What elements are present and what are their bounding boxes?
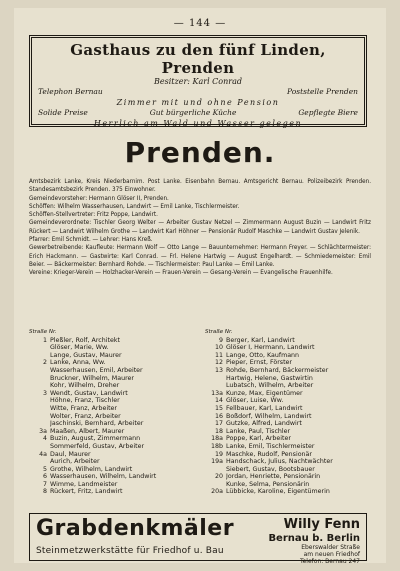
house-number bbox=[29, 367, 50, 375]
resident-name: Rohde, Bernhard, Bäckermeister bbox=[226, 366, 329, 374]
ad-bottom-address bbox=[300, 544, 360, 565]
house-number: 4a bbox=[39, 450, 47, 458]
info-council: Gemeindeverordnete: Tischler Georg Welter — Arbeiter Gustav Netzel — Zimmermann August Buzin — Landwirt Fritz Rückert — Landwirt Wilhelm Grothe — Landwirt Karl Höhner — Pensionär Rudolf Maschke — Landwirt Gustav Jelenik. bbox=[29, 219, 371, 235]
info-district: Amtsbezirk Lanke, Kreis Niederbarnim. Post Lanke. Eisenbahn Bernau. Amtsgericht Bernau. Polizeibezirk Prenden. Standesamtsbezirk Prenden. 375 Einwohner. bbox=[29, 178, 371, 194]
house-number: 19a bbox=[211, 458, 223, 466]
house-number: 3a bbox=[39, 427, 47, 435]
resident-entry bbox=[205, 359, 371, 367]
resident-name: Lubatsch, Wilhelm, Arbeiter bbox=[226, 382, 314, 390]
directory-page bbox=[14, 8, 386, 563]
resident-name: Maaßen, Albert, Maurer bbox=[50, 427, 125, 435]
ad-bottom-title: Grabdenkmäler bbox=[36, 516, 235, 541]
ad-beer: Gepflegte Biere bbox=[298, 108, 358, 117]
house-number: 14 bbox=[214, 397, 223, 405]
resident-name: Lanke, Emil, Tischlermeister bbox=[226, 442, 315, 450]
house-number: 18b bbox=[210, 442, 223, 450]
house-number: 3 bbox=[42, 389, 47, 397]
resident-entry bbox=[205, 405, 371, 413]
resident-entry bbox=[205, 382, 371, 390]
resident-entry bbox=[205, 337, 371, 345]
resident-entry bbox=[29, 481, 195, 489]
resident-name: Jordan, Henriette, Pensionärin bbox=[226, 473, 321, 481]
resident-name: Lanke, Paul, Tischler bbox=[226, 427, 291, 435]
column-header: Straße Nr. bbox=[205, 329, 233, 335]
resident-entry bbox=[29, 451, 195, 459]
house-number: 7 bbox=[42, 480, 47, 488]
ad-post: Poststelle Prenden bbox=[286, 87, 358, 96]
resident-entry bbox=[205, 367, 371, 375]
resident-entry bbox=[205, 352, 371, 360]
resident-name: Wasserhausen, Wilhelm, Landwirt bbox=[50, 473, 157, 481]
house-number: 11 bbox=[214, 351, 223, 359]
resident-name: Wasserhausen, Emil, Arbeiter bbox=[50, 366, 143, 374]
house-number bbox=[29, 344, 50, 352]
resident-name: Glöser, Marie, Ww. bbox=[50, 344, 109, 352]
ad-contact-row bbox=[38, 87, 358, 97]
house-number bbox=[29, 458, 50, 466]
gasthaus-advertisement bbox=[29, 35, 367, 127]
house-number: 13 bbox=[214, 366, 223, 374]
info-aldermen: Schöffen: Wilhelm Wasserhausen, Landwirt — Emil Lanke, Tischlermeister. bbox=[29, 202, 240, 210]
house-number bbox=[29, 443, 50, 451]
house-number: 18a bbox=[211, 435, 223, 443]
house-number: 1 bbox=[42, 336, 47, 344]
house-number: 13a bbox=[211, 389, 223, 397]
resident-entry bbox=[29, 473, 195, 481]
resident-entry bbox=[29, 382, 195, 390]
info-mayor: Gemeindevorsteher: Hermann Glöser II, Prenden. bbox=[29, 194, 169, 202]
resident-entry bbox=[205, 397, 371, 405]
house-number: 6 bbox=[42, 473, 47, 481]
resident-name: Kohr, Wilhelm, Dreher bbox=[50, 382, 120, 390]
ad-location: Herrlich am Wald und Wasser gelegen bbox=[93, 119, 303, 128]
info-deputy: Schöffen-Stellvertreter: Fritz Poppe, Landwirt. bbox=[29, 211, 158, 219]
house-number bbox=[29, 413, 50, 421]
house-number: 20 bbox=[214, 473, 223, 481]
house-number: 4 bbox=[42, 435, 47, 443]
house-number: 2 bbox=[42, 359, 47, 367]
resident-entry bbox=[205, 473, 371, 481]
ad-kitchen: Gut bürgerliche Küche bbox=[149, 108, 237, 117]
resident-entry bbox=[29, 337, 195, 345]
resident-entry bbox=[205, 488, 371, 496]
house-number: 5 bbox=[42, 465, 47, 473]
ad-bottom-phone: Telefon: Bernau 247 bbox=[299, 558, 360, 565]
resident-column-right bbox=[205, 329, 371, 507]
resident-name: Gutzke, Alfred, Landwirt bbox=[226, 420, 302, 428]
resident-entry bbox=[29, 435, 195, 443]
resident-name: Handschack, Julius, Nachtwächter bbox=[226, 458, 333, 466]
house-number bbox=[205, 382, 226, 390]
house-number bbox=[29, 352, 50, 360]
resident-name: Rückert, Fritz, Landwirt bbox=[50, 488, 123, 496]
house-number bbox=[205, 481, 226, 489]
resident-name: Wolter, Franz, Arbeiter bbox=[50, 412, 121, 420]
ad-bottom-name: Willy Fenn bbox=[283, 517, 360, 532]
resident-entry bbox=[29, 367, 195, 375]
ad-rooms: Zimmer mit und ohne Pension bbox=[116, 98, 280, 107]
resident-list bbox=[29, 329, 371, 507]
resident-entry bbox=[29, 397, 195, 405]
resident-entry bbox=[205, 428, 371, 436]
house-number: 9 bbox=[218, 336, 223, 344]
ad-features-row bbox=[38, 108, 358, 118]
resident-entry bbox=[205, 481, 371, 489]
house-number: 18 bbox=[214, 427, 223, 435]
resident-entry bbox=[29, 443, 195, 451]
resident-entry bbox=[205, 413, 371, 421]
ad-owner: Besitzer: Karl Conrad bbox=[154, 77, 242, 86]
resident-name: Kunke, Selma, Pensionärin bbox=[226, 480, 310, 488]
resident-name: Pleßler, Rolf, Architekt bbox=[50, 336, 120, 344]
resident-entry bbox=[205, 451, 371, 459]
page-number: — 144 — bbox=[173, 18, 227, 29]
resident-name: Höhne, Franz, Tischler bbox=[50, 397, 120, 405]
resident-name: Fellbauer, Karl, Landwirt bbox=[226, 404, 303, 412]
ad-bottom-subtitle: Steinmetzwerkstätte für Friedhof u. Bau bbox=[36, 546, 224, 556]
resident-entry bbox=[29, 466, 195, 474]
resident-name: Kunze, Max, Eigentümer bbox=[226, 389, 303, 397]
resident-name: Siebert, Gustav, Bootsbauer bbox=[226, 465, 315, 473]
house-number bbox=[205, 466, 226, 474]
resident-entry bbox=[29, 375, 195, 383]
resident-column-left bbox=[29, 329, 195, 507]
resident-entry bbox=[29, 428, 195, 436]
resident-name: Glöser, Luise, Ww. bbox=[226, 397, 284, 405]
resident-entry bbox=[205, 344, 371, 352]
resident-name: Sommerfeld, Gustav, Arbeiter bbox=[50, 442, 145, 450]
resident-name: Boßdorf, Wilhelm, Landwirt bbox=[226, 412, 312, 420]
resident-name: Glöser I, Hermann, Landwirt bbox=[226, 344, 315, 352]
ad-prices: Solide Preise bbox=[38, 108, 88, 117]
resident-name: Grothe, Wilhelm, Landwirt bbox=[50, 465, 133, 473]
resident-entry bbox=[29, 420, 195, 428]
house-number: 12 bbox=[214, 359, 223, 367]
info-clergy: Pfarrer: Emil Schmidt. — Lehrer: Hans Kreß. bbox=[29, 236, 153, 244]
info-clubs: Vereine: Krieger-Verein — Holzhacker-Verein — Frauen-Verein — Gesang-Verein — Evangelische Frauenhilfe. bbox=[29, 269, 333, 277]
town-heading: Prenden. bbox=[124, 136, 276, 169]
house-number: 15 bbox=[214, 404, 223, 412]
resident-entry bbox=[29, 405, 195, 413]
ad-title: Gasthaus zu den fünf Linden, Prenden bbox=[70, 41, 326, 77]
resident-entry bbox=[205, 390, 371, 398]
resident-name: Bruckner, Wilhelm, Maurer bbox=[50, 374, 134, 382]
resident-name: Buzin, August, Zimmermann bbox=[50, 435, 141, 443]
resident-name: Poppe, Karl, Arbeiter bbox=[226, 435, 291, 443]
resident-entry bbox=[29, 352, 195, 360]
resident-name: Witte, Franz, Arbeiter bbox=[50, 404, 118, 412]
house-number: 17 bbox=[214, 420, 223, 428]
resident-entry bbox=[205, 435, 371, 443]
resident-name: Aurich, Arbeiter bbox=[50, 458, 100, 466]
house-number: 8 bbox=[42, 488, 47, 496]
resident-name: Wimme, Landmeister bbox=[50, 480, 118, 488]
resident-name: Daul, Maurer bbox=[50, 450, 91, 458]
resident-name: Hartwig, Helene, Gastwirtin bbox=[226, 374, 313, 382]
grabdenkmaeler-advertisement bbox=[29, 513, 367, 565]
ad-bottom-addr2: am neuen Friedhof bbox=[303, 551, 360, 558]
resident-entry bbox=[29, 359, 195, 367]
resident-name: Pieper, Ernst, Förster bbox=[226, 359, 292, 367]
house-number bbox=[205, 375, 226, 383]
resident-entry bbox=[205, 458, 371, 466]
resident-name: Jaschinski, Bernhard, Arbeiter bbox=[50, 420, 144, 428]
resident-name: Lanke, Anna, Ww. bbox=[50, 359, 106, 367]
resident-entry bbox=[205, 420, 371, 428]
resident-entry bbox=[29, 458, 195, 466]
resident-entry bbox=[29, 413, 195, 421]
resident-entry bbox=[29, 344, 195, 352]
resident-name: Lübbicke, Karoline, Eigentümerin bbox=[226, 488, 330, 496]
resident-entry bbox=[29, 390, 195, 398]
resident-name: Berger, Karl, Landwirt bbox=[226, 336, 295, 344]
house-number bbox=[29, 397, 50, 405]
resident-entry bbox=[29, 488, 195, 496]
resident-entry bbox=[205, 443, 371, 451]
house-number: 19 bbox=[214, 450, 223, 458]
resident-name: Lange, Otto, Kaufmann bbox=[226, 351, 300, 359]
ad-phone: Telephon Bernau bbox=[38, 87, 103, 96]
house-number bbox=[29, 420, 50, 428]
resident-name: Maschke, Rudolf, Pensionär bbox=[226, 450, 312, 458]
house-number bbox=[29, 405, 50, 413]
info-trades: Gewerbetreibende: Kaufleute: Hermann Wolf — Otto Lange — Bauunternehmer: Hermann Freyer. — Schlächtermeister: Erich Hackmann. — Gastwirte: Karl Conrad. — Frl. Helene Hartwig — August Engelhardt. — Schmiedemeister: Emil Beier. — Bäckermeister: Bernhard Rohde. — Tischlermeister: Paul Lanke — Emil Lanke. bbox=[29, 244, 371, 268]
resident-name: Wendt, Gustav, Landwirt bbox=[50, 389, 128, 397]
town-info bbox=[29, 178, 371, 278]
column-header: Straße Nr. bbox=[29, 329, 57, 335]
house-number: 16 bbox=[214, 412, 223, 420]
resident-entry bbox=[205, 375, 371, 383]
house-number bbox=[29, 375, 50, 383]
house-number: 10 bbox=[214, 344, 223, 352]
house-number: 20a bbox=[211, 488, 223, 496]
ad-bottom-city: Bernau b. Berlin bbox=[268, 533, 360, 544]
house-number bbox=[29, 382, 50, 390]
resident-entry bbox=[205, 466, 371, 474]
ad-bottom-addr1: Eberswalder Straße bbox=[301, 544, 360, 551]
resident-name: Lange, Gustav, Maurer bbox=[50, 351, 122, 359]
